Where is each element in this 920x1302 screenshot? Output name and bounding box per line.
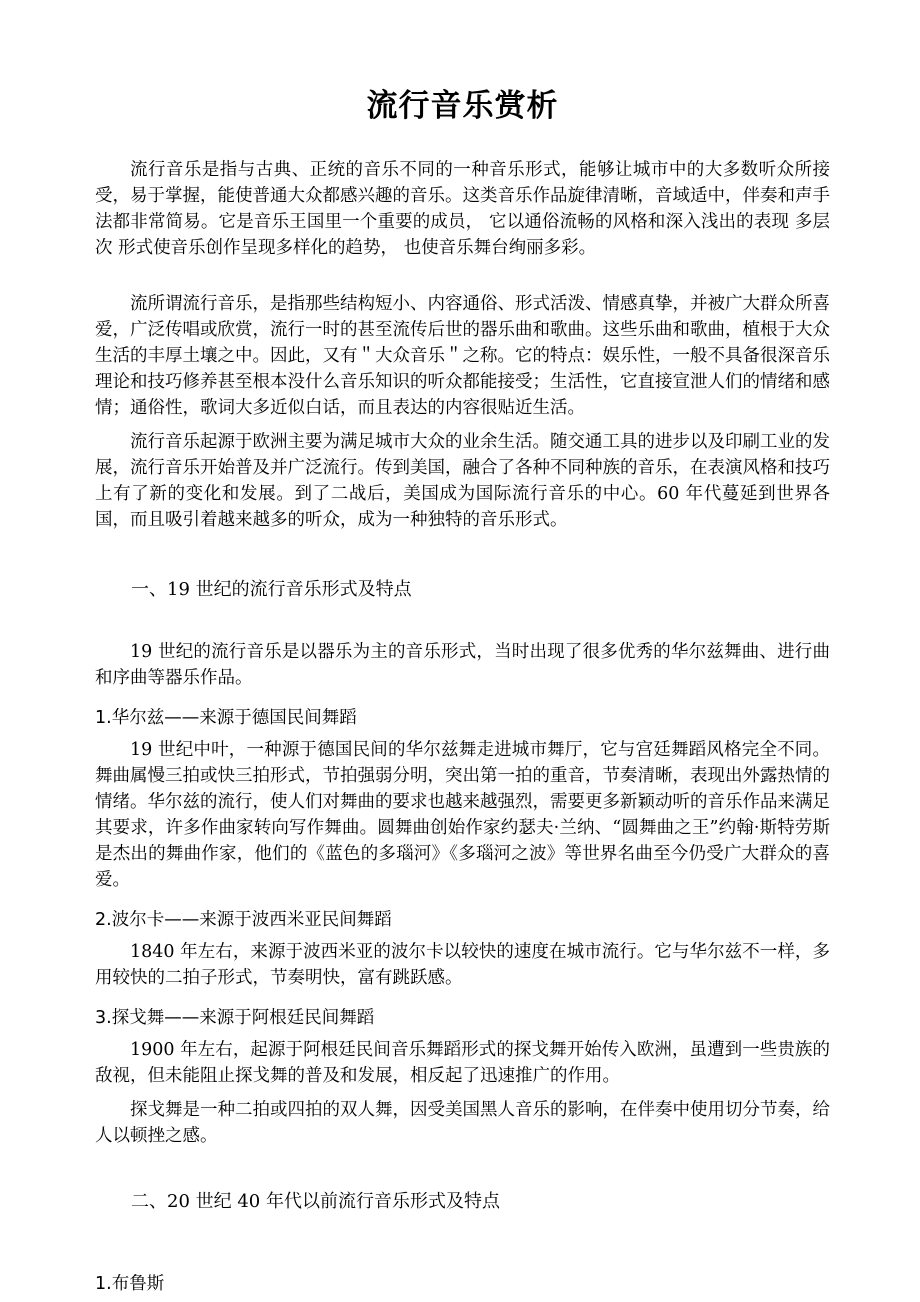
section-heading: 二、20 世纪 40 年代以前流行音乐形式及特点 (131, 1191, 500, 1212)
subsection-heading: 3.探戈舞——来源于阿根廷民间舞蹈 (95, 1008, 375, 1028)
paragraph: 流行音乐起源于欧洲主要为满足城市大众的业余生活。随交通工具的进步以及印刷工业的发展，流行音乐开始普及并广泛流行。传到美国，融合了各种不同种族的音乐，在表演风格和技巧上有了新的变化和发展。到了二战后，美国成为国际流行音乐的中心。60 年代蔓延到世界各国，而且吸引着越来越多的听众，成为一种独特的音乐形式。 (95, 432, 830, 530)
paragraph: 19 世纪中叶，一种源于德国民间的华尔兹舞走进城市舞厅，它与宫廷舞蹈风格完全不同。舞曲属慢三拍或快三拍形式，节拍强弱分明，突出第一拍的重音，节奏清晰，表现出外露热情的情绪。华尔兹的流行，使人们对舞曲的要求也越来越强烈，需要更多新颖动听的音乐作品来满足其要求，许多作曲家转向写作舞曲。圆舞曲创始作家约瑟夫·兰纳、“圆舞曲之王”约翰·斯特劳斯是杰出的舞曲作家，他们的《蓝色的多瑙河》《多瑙河之波》等世界名曲至今仍受广大群众的喜爱。 (95, 740, 830, 890)
paragraph: 流行音乐是指与古典、正统的音乐不同的一种音乐形式，能够让城市中的大多数听众所接受，易于掌握，能使普通大众都感兴趣的音乐。这类音乐作品旋律清晰，音域适中，伴奏和声手法都非常简易。它是音乐王国里一个重要的成员， 它以通俗流畅的风格和深入浅出的表现 多层次 形式使音乐创作呈现多样化的趋势， 也使音乐舞台绚丽多彩。 (95, 160, 830, 258)
page-title: 流行音乐赏析 (366, 88, 559, 124)
paragraph: 探戈舞是一种二拍或四拍的双人舞，因受美国黑人音乐的影响，在伴奏中使用切分节奏，给人以顿挫之感。 (95, 1100, 830, 1146)
paragraph: 19 世纪的流行音乐是以器乐为主的音乐形式，当时出现了很多优秀的华尔兹舞曲、进行曲和序曲等器乐作品。 (95, 642, 830, 688)
section-heading: 一、19 世纪的流行音乐形式及特点 (131, 579, 412, 600)
subsection-heading: 1.布鲁斯 (95, 1274, 165, 1294)
paragraph: 流所谓流行音乐，是指那些结构短小、内容通俗、形式活泼、情感真挚，并被广大群众所喜爱，广泛传唱或欣赏，流行一时的甚至流传后世的器乐曲和歌曲。这些乐曲和歌曲，植根于大众生活的丰厚土壤之中。因此，又有＂大众音乐＂之称。它的特点：娱乐性，一般不具备很深音乐理论和技巧修养甚至根本没什么音乐知识的听众都能接受；生活性，它直接宣泄人们的情绪和感情；通俗性，歌词大多近似白话，而且表达的内容很贴近生活。 (95, 294, 830, 418)
subsection-heading: 2.波尔卡——来源于波西米亚民间舞蹈 (95, 910, 392, 930)
paragraph: 1900 年左右，起源于阿根廷民间音乐舞蹈形式的探戈舞开始传入欧洲，虽遭到一些贵族的敌视，但未能阻止探戈舞的普及和发展，相反起了迅速推广的作用。 (95, 1040, 830, 1086)
subsection-heading: 1.华尔兹——来源于德国民间舞蹈 (95, 708, 357, 728)
paragraph: 1840 年左右，来源于波西米亚的波尔卡以较快的速度在城市流行。它与华尔兹不一样，多用较快的二拍子形式，节奏明快，富有跳跃感。 (95, 942, 830, 988)
